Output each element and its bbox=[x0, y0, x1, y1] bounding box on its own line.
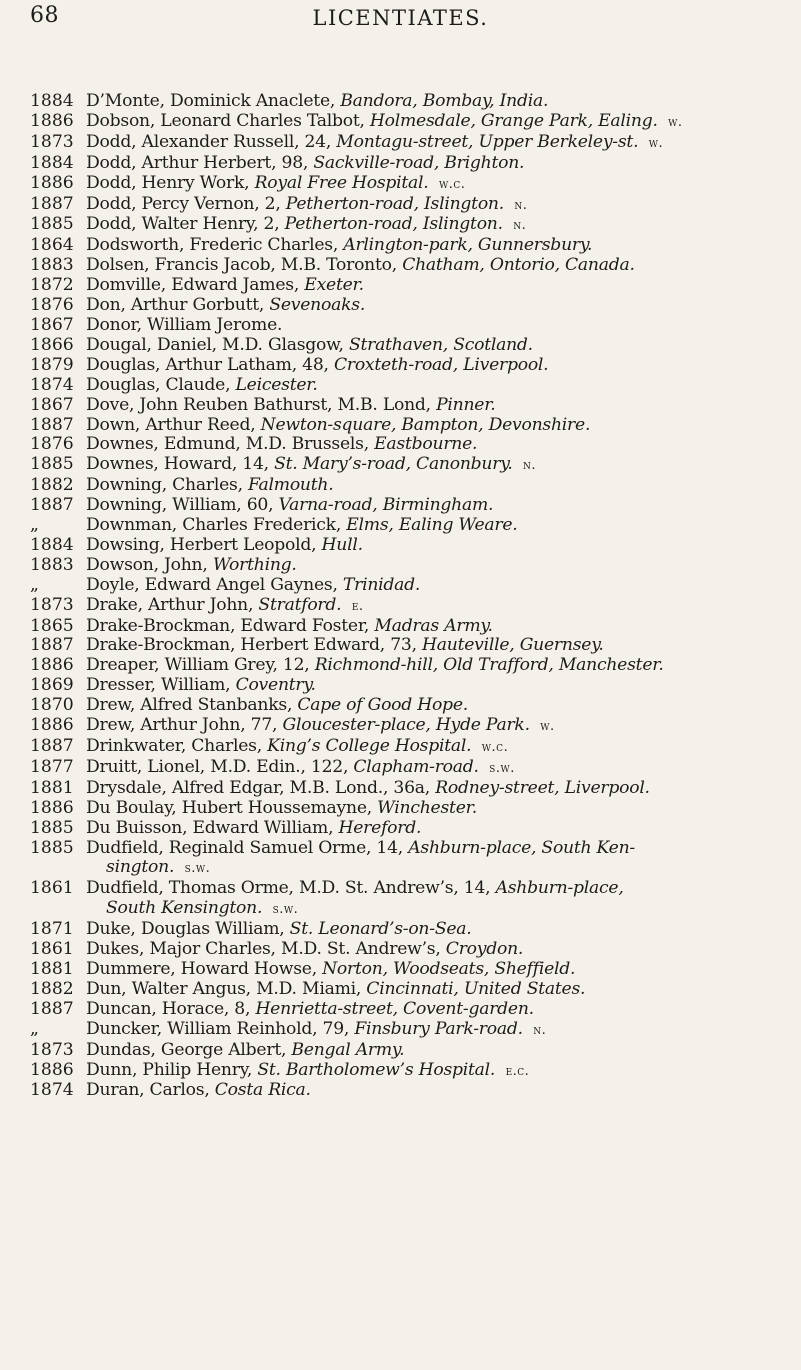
entry-address: Clapham-road. bbox=[353, 756, 479, 777]
entry-address-cont: South Kensington. bbox=[106, 898, 263, 919]
entry-name: Dodd, Henry Work, bbox=[86, 172, 255, 193]
entry-name: Dobson, Leonard Charles Talbot, bbox=[86, 110, 370, 131]
entry-name: Drake, Arthur John, bbox=[86, 594, 259, 615]
list-entry bbox=[30, 316, 790, 336]
entry-text bbox=[86, 799, 790, 819]
entry-name: Dundas, George Albert, bbox=[86, 1039, 292, 1060]
entry-address-cont: sington. bbox=[106, 857, 175, 878]
entry-district: s.w. bbox=[489, 760, 515, 776]
entry-address: Chatham, Ontorio, Canada. bbox=[402, 255, 635, 276]
entry-address: Richmond-hill, Old Trafford, Manchester. bbox=[314, 655, 664, 676]
list-entry bbox=[30, 416, 790, 436]
entry-text bbox=[86, 617, 790, 637]
entry-name: Dodd, Alexander Russell, 24, bbox=[86, 131, 337, 152]
entry-year: 1881 bbox=[30, 777, 74, 798]
list-entry bbox=[30, 940, 790, 960]
list-entry bbox=[30, 1061, 790, 1082]
entry-name: D’Monte, Dominick Anaclete, bbox=[86, 91, 341, 111]
entry-year: 1887 bbox=[30, 998, 74, 1019]
list-entry bbox=[30, 879, 790, 920]
entry-name: Dove, John Reuben Bathurst, M.B. Lond, bbox=[86, 394, 437, 415]
list-entry bbox=[30, 195, 790, 216]
entry-address: Hull. bbox=[321, 534, 363, 555]
list-entry bbox=[30, 1081, 790, 1101]
entry-text bbox=[86, 112, 790, 133]
entry-address: Henrietta-street, Covent-garden. bbox=[255, 998, 534, 1019]
list-entry bbox=[30, 920, 790, 940]
entry-address: Worthing. bbox=[212, 554, 297, 575]
entry-district: n. bbox=[514, 197, 528, 213]
entry-address: Varna-road, Birmingham. bbox=[278, 495, 494, 516]
list-entry bbox=[30, 737, 790, 758]
entry-text bbox=[86, 154, 790, 174]
entry-address: Falmouth. bbox=[248, 475, 334, 496]
entry-district: s.w. bbox=[272, 902, 299, 918]
entry-district: n. bbox=[523, 458, 537, 474]
entry-year: 1882 bbox=[30, 978, 74, 999]
entry-text bbox=[86, 174, 790, 195]
entry-name: Dougal, Daniel, M.D. Glasgow, bbox=[86, 334, 349, 355]
entry-text bbox=[86, 396, 790, 416]
list-entry bbox=[30, 356, 790, 376]
entry-text bbox=[86, 940, 790, 960]
list-entry bbox=[30, 376, 790, 396]
entry-year: 1871 bbox=[30, 919, 74, 940]
list-entry bbox=[30, 960, 790, 980]
list-entry bbox=[30, 758, 790, 779]
entry-text bbox=[86, 435, 790, 455]
entry-year: 1872 bbox=[30, 275, 74, 296]
entry-address: Cape of Good Hope. bbox=[297, 695, 468, 716]
entry-year: 1887 bbox=[30, 635, 74, 656]
entry-name: Dunn, Philip Henry, bbox=[86, 1059, 258, 1080]
list-entry bbox=[30, 819, 790, 839]
entry-year: 1861 bbox=[30, 878, 74, 899]
entry-address: Ashburn-place, South Ken- bbox=[408, 837, 635, 858]
entry-address: Cincinnati, United States. bbox=[366, 978, 586, 999]
entry-address: Eastbourne. bbox=[374, 434, 478, 455]
list-entry bbox=[30, 617, 790, 637]
entry-text bbox=[86, 376, 790, 396]
list-entry bbox=[30, 112, 790, 133]
entry-name: Downing, William, 60, bbox=[86, 495, 279, 516]
entry-text bbox=[86, 416, 790, 436]
entry-name: Dodd, Walter Henry, 2, bbox=[86, 214, 285, 235]
entry-address: Winchester. bbox=[377, 797, 477, 818]
entry-district: n. bbox=[533, 1022, 547, 1038]
entry-address: Finsbury Park-road. bbox=[354, 1018, 523, 1039]
entry-address: Costa Rica. bbox=[214, 1080, 311, 1101]
entry-year: 1884 bbox=[30, 534, 74, 555]
entry-year: 1887 bbox=[30, 495, 74, 516]
entry-year: 1861 bbox=[30, 939, 74, 960]
entry-year: 1879 bbox=[30, 354, 74, 375]
entry-text bbox=[86, 296, 790, 316]
entry-address: Bengal Army. bbox=[291, 1039, 405, 1060]
list-entry bbox=[30, 576, 790, 596]
entry-year: 1886 bbox=[30, 172, 74, 193]
entry-name: Dudfield, Thomas Orme, M.D. St. Andrew’s, 14, bbox=[86, 878, 496, 899]
list-entry bbox=[30, 256, 790, 276]
page-number: 68 bbox=[30, 3, 59, 28]
entry-year: 1886 bbox=[30, 110, 74, 131]
list-entry bbox=[30, 536, 790, 556]
list-entry bbox=[30, 435, 790, 455]
entry-name: Dodsworth, Frederic Charles, bbox=[86, 235, 344, 256]
entry-district: e. bbox=[351, 598, 364, 614]
entry-year: 1886 bbox=[30, 655, 74, 676]
entry-year: 1877 bbox=[30, 756, 74, 777]
entry-name: Downes, Edmund, M.D. Brussels, bbox=[86, 434, 375, 455]
entry-district: s.w. bbox=[184, 861, 211, 877]
entry-year: 1881 bbox=[30, 958, 74, 979]
list-entry bbox=[30, 276, 790, 296]
entry-name: Dudfield, Reginald Samuel Orme, 14, bbox=[86, 837, 409, 858]
entry-year: 1873 bbox=[30, 1039, 74, 1060]
entry-name: Dowson, John, bbox=[86, 554, 213, 575]
entry-address: Strathaven, Scotland. bbox=[348, 334, 533, 355]
entry-year: 1884 bbox=[30, 152, 74, 173]
entry-year: 1886 bbox=[30, 797, 74, 818]
entry-district: w. bbox=[540, 719, 555, 735]
entry-name: Du Boulay, Hubert Houssemayne, bbox=[86, 797, 378, 818]
entry-address: Stratford. bbox=[258, 594, 342, 615]
entry-address: Pinner. bbox=[436, 394, 496, 415]
entry-name: Dodd, Arthur Herbert, 98, bbox=[86, 152, 314, 173]
entry-year: 1873 bbox=[30, 131, 74, 152]
list-entry bbox=[30, 980, 790, 1000]
entry-text bbox=[86, 195, 790, 216]
entry-text bbox=[86, 1020, 790, 1041]
entry-name: Duncker, William Reinhold, 79, bbox=[86, 1018, 355, 1039]
list-entry bbox=[30, 676, 790, 696]
entry-text bbox=[86, 276, 790, 296]
entry-name: Duke, Douglas William, bbox=[86, 919, 290, 940]
entry-text bbox=[86, 455, 790, 476]
entry-address: St. Mary’s-road, Canonbury. bbox=[274, 454, 513, 475]
entry-year: 1887 bbox=[30, 736, 74, 756]
entry-name: Drew, Arthur John, 77, bbox=[86, 715, 283, 736]
entry-name: Duran, Carlos, bbox=[86, 1080, 215, 1101]
list-entry bbox=[30, 455, 790, 476]
entry-year: 1885 bbox=[30, 837, 74, 858]
entry-name: Don, Arthur Gorbutt, bbox=[86, 295, 270, 316]
entry-name: Drake-Brockman, Herbert Edward, 73, bbox=[86, 635, 423, 656]
list-entry bbox=[30, 336, 790, 356]
entry-name: Dreaper, William Grey, 12, bbox=[86, 655, 315, 676]
entry-address: Petherton-road, Islington. bbox=[284, 214, 503, 235]
entry-year: 1867 bbox=[30, 394, 74, 415]
entry-name: Douglas, Arthur Latham, 48, bbox=[86, 354, 334, 375]
entry-name: Downes, Howard, 14, bbox=[86, 454, 275, 475]
entry-year: 1887 bbox=[30, 193, 74, 214]
entry-name: Dun, Walter Angus, M.D. Miami, bbox=[86, 978, 367, 999]
list-entry bbox=[30, 556, 790, 576]
entry-text bbox=[86, 839, 790, 880]
entry-name: Drake-Brockman, Edward Foster, bbox=[86, 615, 375, 636]
entry-continuation bbox=[86, 858, 790, 879]
entry-year: 1876 bbox=[30, 295, 74, 316]
entry-address: Croydon. bbox=[445, 939, 524, 960]
list-entry bbox=[30, 154, 790, 174]
list-entry bbox=[30, 799, 790, 819]
entry-text bbox=[86, 1061, 790, 1082]
entry-year: 1866 bbox=[30, 334, 74, 355]
entry-name: Drinkwater, Charles, bbox=[86, 736, 268, 756]
entry-text bbox=[86, 819, 790, 839]
licentiates-list bbox=[30, 92, 790, 1101]
entry-address: Coventry. bbox=[235, 675, 316, 696]
entry-text bbox=[86, 920, 790, 940]
entry-year: 1869 bbox=[30, 675, 74, 696]
entry-text bbox=[86, 536, 790, 556]
entry-year: 1873 bbox=[30, 594, 74, 615]
entry-year: 1864 bbox=[30, 235, 74, 256]
list-entry bbox=[30, 496, 790, 516]
entry-text bbox=[86, 960, 790, 980]
entry-year: 1884 bbox=[30, 91, 74, 111]
entry-text bbox=[86, 236, 790, 256]
entry-year: 1886 bbox=[30, 715, 74, 736]
entry-year: 1887 bbox=[30, 414, 74, 435]
entry-year: 1885 bbox=[30, 214, 74, 235]
entry-name: Douglas, Claude, bbox=[86, 374, 236, 395]
entry-text bbox=[86, 656, 790, 676]
entry-text bbox=[86, 496, 790, 516]
entry-name: Donor, William Jerome. bbox=[86, 314, 283, 335]
entry-address: Arlington-park, Gunnersbury. bbox=[343, 235, 593, 256]
entry-text bbox=[86, 596, 790, 617]
entry-address: Petherton-road, Islington. bbox=[285, 193, 504, 214]
entry-address: St. Bartholomew’s Hospital. bbox=[257, 1059, 496, 1080]
entry-name: Downman, Charles Frederick, bbox=[86, 515, 347, 536]
entry-address: Bandora, Bombay, India. bbox=[340, 91, 549, 111]
entry-name: Du Buisson, Edward William, bbox=[86, 817, 339, 838]
entry-text bbox=[86, 980, 790, 1000]
entry-district: w.c. bbox=[481, 740, 509, 755]
list-entry bbox=[30, 1000, 790, 1020]
entry-name: Domville, Edward James, bbox=[86, 275, 305, 296]
entry-name: Down, Arthur Reed, bbox=[86, 414, 261, 435]
entry-text bbox=[86, 256, 790, 276]
entry-year: „ bbox=[30, 515, 39, 536]
entry-continuation bbox=[86, 899, 790, 920]
entry-name: Doyle, Edward Angel Gaynes, bbox=[86, 574, 343, 595]
list-entry bbox=[30, 1020, 790, 1041]
entry-address: Newton-square, Bampton, Devonshire. bbox=[260, 414, 591, 435]
entry-year: 1885 bbox=[30, 817, 74, 838]
entry-address: Sevenoaks. bbox=[269, 295, 366, 316]
entry-year: 1876 bbox=[30, 434, 74, 455]
list-entry bbox=[30, 596, 790, 617]
list-entry bbox=[30, 236, 790, 256]
entry-address: Trinidad. bbox=[342, 574, 421, 595]
list-entry bbox=[30, 396, 790, 416]
entry-text bbox=[86, 336, 790, 356]
entry-year: „ bbox=[30, 1018, 39, 1039]
list-entry bbox=[30, 696, 790, 716]
list-entry bbox=[30, 779, 790, 799]
entry-year: 1874 bbox=[30, 1080, 74, 1101]
list-entry bbox=[30, 296, 790, 316]
entry-year: 1883 bbox=[30, 255, 74, 276]
entry-text bbox=[86, 879, 790, 920]
entry-district: w. bbox=[668, 114, 683, 130]
entry-text bbox=[86, 316, 790, 336]
entry-text bbox=[86, 636, 790, 656]
entry-year: 1870 bbox=[30, 695, 74, 716]
list-entry bbox=[30, 716, 790, 737]
entry-address: Croxteth-road, Liverpool. bbox=[333, 354, 549, 375]
entry-year: 1865 bbox=[30, 615, 74, 636]
entry-address: Rodney-street, Liverpool. bbox=[435, 777, 650, 798]
entry-name: Dukes, Major Charles, M.D. St. Andrew’s, bbox=[86, 939, 446, 960]
list-entry bbox=[30, 839, 790, 880]
entry-year: 1874 bbox=[30, 374, 74, 395]
entry-name: Dowsing, Herbert Leopold, bbox=[86, 534, 322, 555]
entry-address: Exeter. bbox=[304, 275, 364, 296]
entry-year: 1886 bbox=[30, 1059, 74, 1080]
entry-address: Holmesdale, Grange Park, Ealing. bbox=[369, 110, 658, 131]
list-entry bbox=[30, 516, 790, 536]
list-entry bbox=[30, 636, 790, 656]
entry-text bbox=[86, 215, 790, 236]
entry-district: e.c. bbox=[505, 1063, 530, 1079]
list-entry bbox=[30, 476, 790, 496]
entry-address: Leicester. bbox=[235, 374, 318, 395]
list-entry bbox=[30, 174, 790, 195]
entry-text bbox=[86, 676, 790, 696]
entry-text bbox=[86, 476, 790, 496]
entry-name: Dresser, William, bbox=[86, 675, 236, 696]
entry-address: Ashburn-place, bbox=[495, 878, 624, 899]
entry-address: Elms, Ealing Weare. bbox=[346, 515, 518, 536]
entry-text bbox=[86, 1081, 790, 1101]
entry-address: Gloucester-place, Hyde Park. bbox=[282, 715, 530, 736]
entry-text bbox=[86, 576, 790, 596]
entry-text bbox=[86, 1041, 790, 1061]
list-entry bbox=[30, 215, 790, 236]
entry-text bbox=[86, 737, 790, 758]
entry-year: 1883 bbox=[30, 554, 74, 575]
list-entry bbox=[30, 1041, 790, 1061]
entry-text bbox=[86, 1000, 790, 1020]
entry-district: w.c. bbox=[438, 176, 466, 192]
entry-address: Hereford. bbox=[338, 817, 422, 838]
entry-address: Montagu-street, Upper Berkeley-st. bbox=[336, 131, 639, 152]
entry-name: Duncan, Horace, 8, bbox=[86, 998, 256, 1019]
entry-text bbox=[86, 758, 790, 779]
entry-name: Dodd, Percy Vernon, 2, bbox=[86, 193, 286, 214]
list-entry bbox=[30, 656, 790, 676]
entry-year: 1882 bbox=[30, 475, 74, 496]
entry-address: Sackville-road, Brighton. bbox=[313, 152, 525, 173]
entry-district: w. bbox=[648, 135, 664, 151]
running-head: LICENTIATES. bbox=[312, 6, 489, 30]
entry-name: Drysdale, Alfred Edgar, M.B. Lond., 36a, bbox=[86, 777, 436, 798]
entry-address: Norton, Woodseats, Sheffield. bbox=[322, 958, 576, 979]
list-entry bbox=[30, 133, 790, 154]
entry-text bbox=[86, 516, 790, 536]
entry-name: Downing, Charles, bbox=[86, 475, 249, 496]
entry-text bbox=[86, 779, 790, 799]
entry-address: Hauteville, Guernsey. bbox=[422, 635, 604, 656]
entry-address: Royal Free Hospital. bbox=[254, 172, 429, 193]
entry-text bbox=[86, 556, 790, 576]
entry-text bbox=[86, 133, 790, 154]
entry-year: 1885 bbox=[30, 454, 74, 475]
entry-year: „ bbox=[30, 574, 39, 595]
entry-text bbox=[86, 92, 790, 112]
entry-address: St. Leonard’s-on-Sea. bbox=[289, 919, 472, 940]
entry-name: Dolsen, Francis Jacob, M.B. Toronto, bbox=[86, 255, 403, 276]
entry-text bbox=[86, 716, 790, 737]
entry-name: Druitt, Lionel, M.D. Edin., 122, bbox=[86, 756, 354, 777]
entry-district: n. bbox=[513, 218, 527, 234]
entry-text bbox=[86, 696, 790, 716]
entry-year: 1867 bbox=[30, 314, 74, 335]
entry-address: Madras Army. bbox=[374, 615, 493, 636]
list-entry bbox=[30, 92, 790, 112]
entry-name: Drew, Alfred Stanbanks, bbox=[86, 695, 298, 716]
entry-text bbox=[86, 356, 790, 376]
entry-address: King’s College Hospital. bbox=[267, 736, 472, 756]
entry-name: Dummere, Howard Howse, bbox=[86, 958, 323, 979]
